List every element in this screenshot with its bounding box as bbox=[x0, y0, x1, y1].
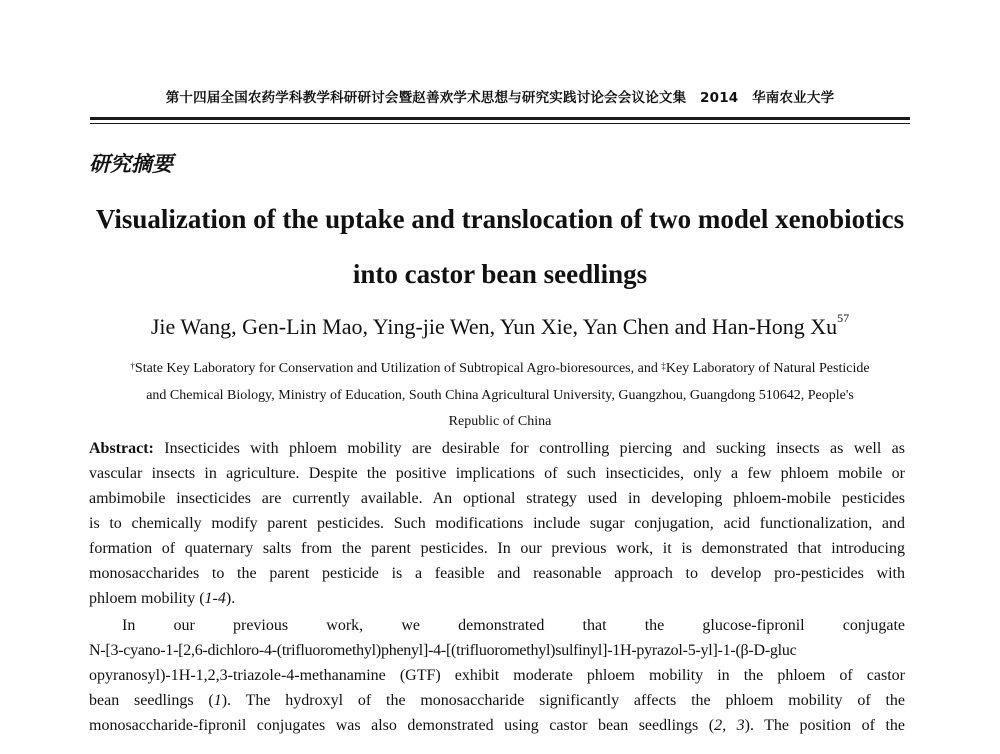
paper-title-line-2: into castor bean seedlings bbox=[352, 259, 648, 289]
abstract-text-7b: ). bbox=[225, 590, 236, 607]
paragraph2-text-5b: ). The position of the bbox=[744, 717, 905, 734]
paragraph2-line-3: opyranosyl)-1H-1,2,3-triazole-4-methanamine (GTF) exhibit moderate phloem mobility in the phloem of castor bbox=[89, 667, 905, 684]
abstract-line-2: vascular insects in agriculture. Despite the positive implications of such insecticides, only a few phloem mobile or bbox=[89, 465, 905, 482]
abstract-label: Abstract: bbox=[89, 440, 154, 457]
paragraph2-line-4 bbox=[89, 689, 905, 714]
abstract-line-3: ambimobile insecticides are currently available. An optional strategy used in developing phloem-mobile pesticides bbox=[89, 490, 905, 507]
paragraph2-line-5 bbox=[89, 714, 905, 739]
citation-ref: 1 bbox=[213, 692, 222, 709]
paragraph2-text-4a: bean seedlings ( bbox=[89, 692, 214, 709]
paragraph2-text-5a: monosaccharide-fipronil conjugates was also demonstrated using castor bean seedlings ( bbox=[89, 717, 715, 734]
affiliation-mark-dagger: † bbox=[130, 361, 135, 371]
abstract-line-5: formation of quaternary salts from the parent pesticides. In our previous work, it is demonstrated that introducing bbox=[89, 540, 905, 557]
citation-ref: 1-4 bbox=[204, 590, 226, 607]
affiliation-text-1a: State Key Laboratory for Conservation and Utilization of Subtropical Agro-bioresources, and bbox=[134, 361, 662, 376]
abstract-line-4: is to chemically modify parent pesticides. Such modifications include sugar conjugation, acid functionalization, and bbox=[89, 515, 905, 532]
abstract-line-1 bbox=[89, 437, 905, 462]
author-list bbox=[60, 311, 940, 340]
citation-ref: 2, 3 bbox=[714, 717, 745, 734]
author-names: Jie Wang, Gen-Lin Mao, Ying-jie Wen, Yun Xie, Yan Chen and Han-Hong Xu bbox=[150, 314, 838, 339]
header-rule-thick bbox=[90, 117, 910, 120]
paragraph2-line-1: In our previous work, we demonstrated that the glucose-fipronil conjugate bbox=[122, 617, 905, 634]
affiliation-line-2: and Chemical Biology, Ministry of Education, South China Agricultural University, Guangzhou, Guangdong 510642, People's bbox=[146, 388, 854, 403]
affiliation-line-3: Republic of China bbox=[448, 414, 552, 429]
paragraph2-text-4b: ). The hydroxyl of the monosaccharide significantly affects the phloem mobility of the bbox=[221, 692, 905, 709]
affiliation-line-1 bbox=[80, 361, 920, 377]
abstract-text-7a: phloem mobility ( bbox=[89, 590, 205, 607]
affiliation-text-1b: Key Laboratory of Natural Pesticide bbox=[665, 361, 870, 376]
paper-title-line-1: Visualization of the uptake and translocation of two model xenobiotics bbox=[95, 204, 905, 234]
paragraph2-line-2: N-[3-cyano-1-[2,6-dichloro-4-(trifluoromethyl)phenyl]-4-[(trifluoromethyl)sulfinyl]-1H-pyrazol-5-yl]-1-(β-D-gluc bbox=[89, 642, 797, 659]
running-header: 第十四届全国农药学科教学科研研讨会暨赵善欢学术思想与研究实践讨论会会议论文集 2014 华南农业大学 bbox=[165, 90, 835, 106]
abstract-line-7 bbox=[89, 587, 905, 612]
abstract-text-1: Insecticides with phloem mobility are desirable for controlling piercing and sucking insects as well as bbox=[164, 440, 905, 457]
author-footnote-marker: 57 bbox=[837, 311, 850, 325]
header-rule-thin bbox=[90, 123, 910, 124]
abstract-line-6: monosaccharides to the parent pesticide is a feasible and reasonable approach to develop pro-pesticides with bbox=[89, 565, 905, 582]
section-label: 研究摘要 bbox=[89, 151, 173, 176]
affiliation-mark-double-dagger: ‡ bbox=[661, 361, 666, 371]
